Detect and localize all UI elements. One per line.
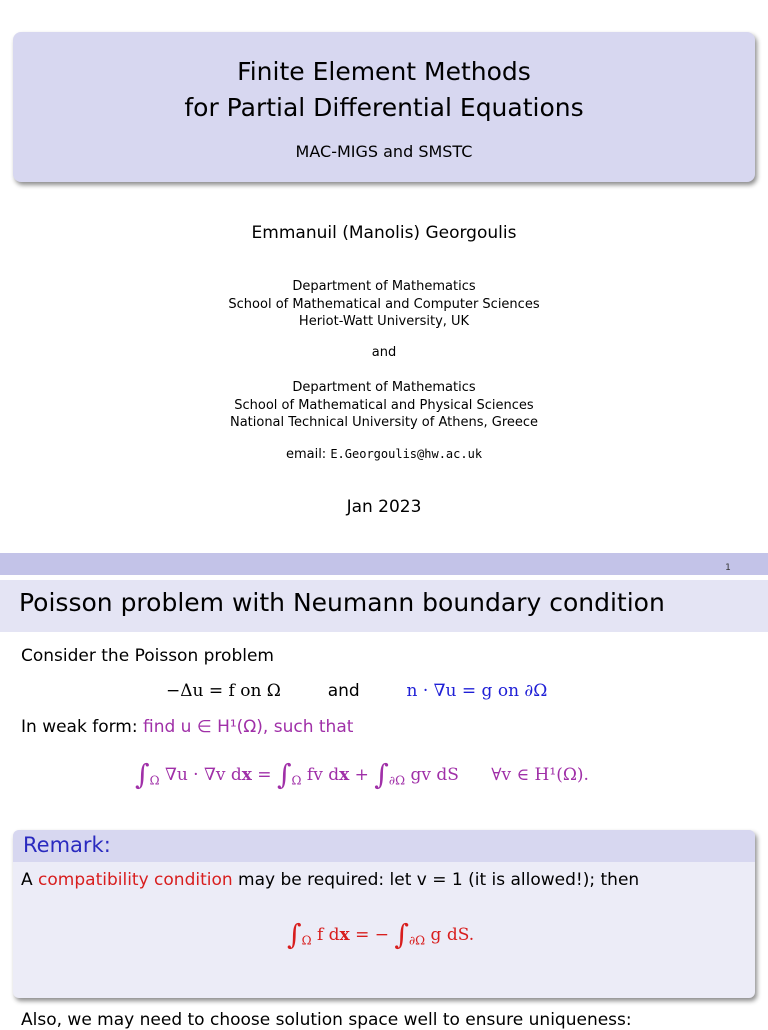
email-line: [0, 447, 768, 462]
weak-form-statement: find u ∈ H¹(Ω), such that: [143, 717, 354, 737]
institution-2-line: National Technical University of Athens, Greece: [229, 415, 539, 430]
email-address: E.Georgoulis@hw.ac.uk: [330, 447, 483, 461]
neumann-condition: n · ∇u = g on ∂Ω: [406, 681, 548, 701]
remark-suffix: may be required: let v = 1 (it is allowed!); then: [232, 870, 640, 890]
institution-2-line: Department of Mathematics: [292, 380, 476, 395]
title-line-2: for Partial Differential Equations: [184, 93, 584, 122]
date: Jan 2023: [346, 497, 422, 517]
slide-separator: [0, 553, 768, 575]
email-label: email:: [285, 447, 331, 462]
weak-form-equation: $\int_\Omega$ ∇u · ∇v dx = $\int_\Omega$ fv dx + $\int_{\partial\Omega}$ gv dS ∀v ∈ H¹(Ω).: [135, 758, 589, 791]
frame-title: Poisson problem with Neumann boundary condition: [19, 588, 665, 617]
institution-1: [0, 278, 768, 331]
poisson-equation: [166, 681, 547, 701]
title-line-1: Finite Element Methods: [237, 57, 531, 86]
remark-header: [13, 830, 755, 862]
compatibility-equation: $\int_\Omega$ f dx = − $\int_{\partial\Omega}$ g dS.: [287, 918, 475, 951]
remark-block: [13, 830, 755, 998]
institution-1-line: School of Mathematical and Computer Sciences: [228, 296, 540, 312]
institution-2-line: School of Mathematical and Physical Sciences: [234, 397, 534, 413]
remark-prefix: A: [21, 870, 39, 890]
and-connector: and: [327, 681, 360, 701]
page-number: 1: [725, 563, 731, 573]
compatibility-condition-highlight: compatibility condition: [38, 870, 233, 890]
author: Emmanuil (Manolis) Georgoulis: [251, 223, 517, 243]
remark-title: Remark:: [23, 833, 111, 857]
intro-text: Consider the Poisson problem: [21, 646, 274, 666]
institution-1-line: Department of Mathematics: [292, 279, 476, 294]
remark-text: [21, 870, 639, 890]
and-word: and: [371, 345, 397, 360]
weak-form-prefix: In weak form:: [21, 717, 143, 737]
pde-equation: −Δu = f on Ω: [166, 681, 281, 701]
subtitle: MAC-MIGS and SMSTC: [295, 142, 473, 161]
also-text: Also, we may need to choose solution space well to ensure uniqueness:: [21, 1010, 632, 1030]
institution-2: [0, 379, 768, 432]
weak-form-line: [21, 717, 353, 737]
institution-1-line: Heriot-Watt University, UK: [298, 314, 470, 329]
